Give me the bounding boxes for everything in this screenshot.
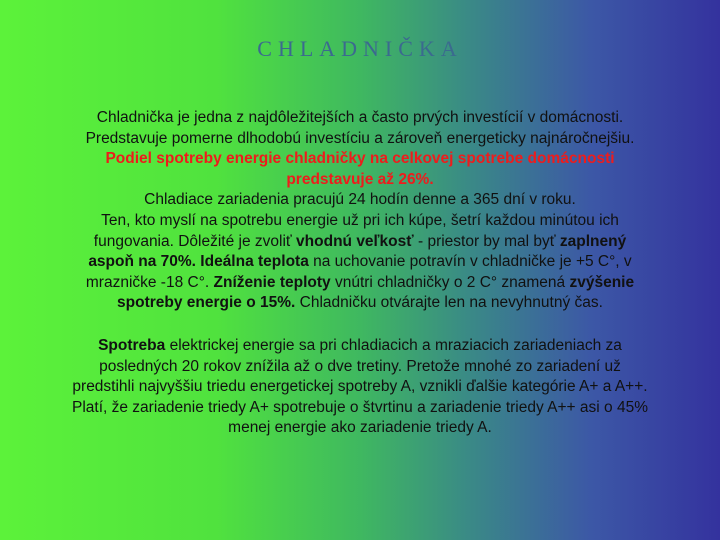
intro-line-1: Chladnička je jedna z najdôležitejších a často prvých investícií v domácnosti. [96,109,624,126]
emphasis-increase: zvýšenie [569,273,635,291]
emphasis-temperature: aspoň na 70%. Ideálna teplota [88,253,309,271]
efficiency-line-5: menej energie ako zariadenie triedy A. [228,419,492,437]
emphasis-size: vhodnú veľkosť [296,232,414,250]
highlight-line-2: predstavuje až 26%. [286,170,434,188]
usage-line-6b: Chladničku otvárajte len na nevyhnutný čas. [295,294,603,312]
usage-paragraph [12,190,708,314]
highlight-line-1: Podiel spotreby energie chladničky na celkovej spotrebe domácnosti [105,150,615,168]
usage-line-2: Ten, kto myslí na spotrebu energie už pri ich kúpe, šetrí každou minútou ich [101,211,619,229]
emphasis-consumption: spotreby energie o 15%. [117,294,296,312]
usage-line-4b: na uchovanie potravín v chladničke je +5 C°, v [308,253,632,271]
efficiency-line-1b: elektrickej energie sa pri chladiacich a mraziacich zariadeniach za [165,336,622,354]
slide-body [12,108,708,439]
intro-paragraph [12,108,708,190]
intro-line-2: Predstavuje pomerne dlhodobú investíciu a zároveň energeticky najnáročnejšiu. [85,129,635,147]
usage-line-5a: mrazničke -18 C°. [85,273,214,291]
usage-line-5c: vnútri chladničky o 2 C° znamená [330,273,570,291]
efficiency-paragraph [12,336,708,439]
emphasis-filled: zaplnený [559,232,627,250]
efficiency-line-2: posledných 20 rokov znížila až o dve tretiny. Pretože mnohé zo zariadení už [99,357,621,375]
usage-line-3a: fungovania. Dôležité je zvoliť [93,232,297,250]
emphasis-spotreba: Spotreba [98,336,166,354]
emphasis-lower-temp: Zníženie teploty [213,273,331,291]
efficiency-line-4: Platí, že zariadenie triedy A+ spotrebuje o štvrtinu a zariadenie triedy A++ asi o 45% [72,398,648,416]
paragraph-spacer [12,314,708,336]
efficiency-line-3: predstihli najvyššiu triedu energetickej spotreby A, vznikli ďalšie kategórie A+ a A++. [72,378,648,396]
usage-line-1: Chladiace zariadenia pracujú 24 hodín denne a 365 dní v roku. [144,191,576,209]
usage-line-3c: - priestor by mal byť [413,232,560,250]
slide-title: CHLADNIČKA [257,36,463,61]
